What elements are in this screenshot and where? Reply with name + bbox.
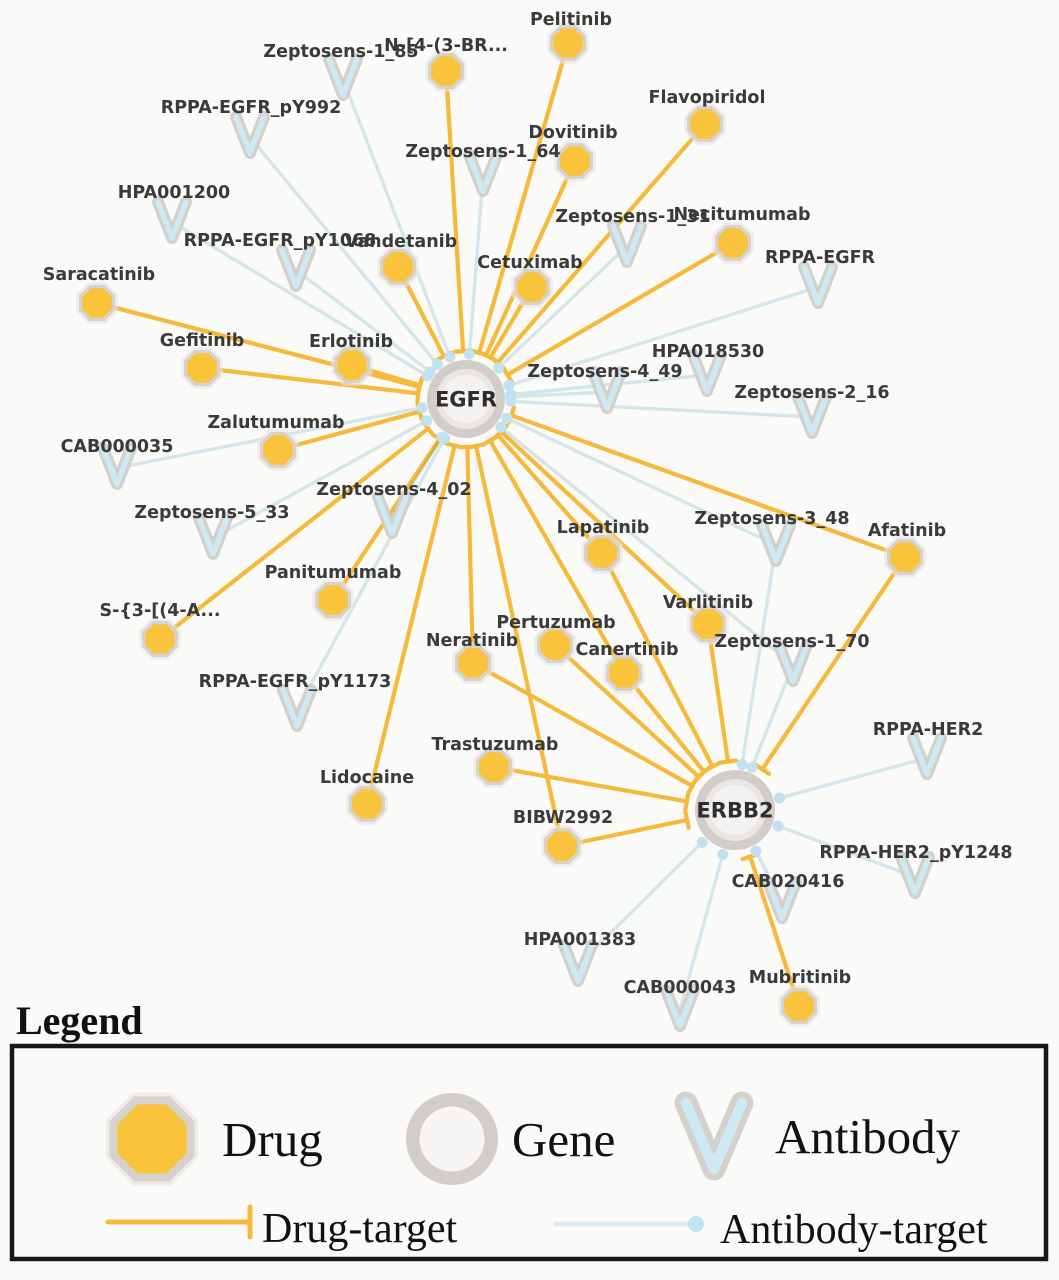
edge-dot-rppa_her2_py1248-erbb2 bbox=[773, 821, 784, 832]
label-afatinib: Afatinib bbox=[867, 521, 947, 541]
label-rppa_egfr_py1068: RPPA-EGFR_pY1068 bbox=[183, 231, 377, 251]
node-lidocaine[interactable] bbox=[346, 783, 388, 825]
label-erlotinib: Erlotinib bbox=[309, 332, 393, 352]
label-cab020416: CAB020416 bbox=[731, 872, 845, 892]
label-s3_4a: S-{3-[(4-A... bbox=[99, 601, 221, 621]
label-hpa018530: HPA018530 bbox=[651, 342, 765, 362]
edge-dot-zeptosens_1_70-egfr bbox=[495, 422, 506, 433]
label-hpa001200: HPA001200 bbox=[117, 183, 231, 203]
label-pelitinib: Pelitinib bbox=[529, 10, 613, 30]
label-zeptosens_4_49: Zeptosens-4_49 bbox=[527, 362, 683, 382]
label-rppa_her2: RPPA-HER2 bbox=[872, 720, 984, 740]
label-trastuzumab: Trastuzumab bbox=[431, 735, 559, 755]
label-zeptosens_2_16: Zeptosens-2_16 bbox=[734, 383, 890, 403]
node-s3_4a[interactable] bbox=[139, 618, 181, 660]
node-lapatinib[interactable] bbox=[581, 532, 623, 574]
label-zeptosens_1_31: Zeptosens-1_31 bbox=[555, 207, 711, 227]
node-saracatinib[interactable] bbox=[76, 282, 118, 324]
edge-dot-zeptosens_3_48-erbb2 bbox=[737, 759, 748, 770]
edge-tee-trastuzumab-erbb2 bbox=[685, 794, 688, 810]
edge-dot-zeptosens_1_31-egfr bbox=[493, 363, 504, 374]
label-cab000043: CAB000043 bbox=[623, 978, 737, 998]
label-varlitinib: Varlitinib bbox=[662, 593, 754, 613]
label-zeptosens_1_70: Zeptosens-1_70 bbox=[714, 632, 870, 652]
label-egfr: EGFR bbox=[434, 387, 498, 412]
label-gefitinib: Gefitinib bbox=[159, 331, 245, 351]
label-lapatinib: Lapatinib bbox=[556, 518, 650, 538]
label-mubritinib: Mubritinib bbox=[748, 968, 852, 988]
edge-dot-zeptosens_2_16-egfr bbox=[505, 396, 516, 407]
edge-dot-hpa001383-erbb2 bbox=[697, 837, 708, 848]
edge-dot-rppa_egfr_py1173-egfr bbox=[439, 433, 450, 444]
label-bibw2992: BIBW2992 bbox=[512, 808, 614, 828]
label-zeptosens_4_02: Zeptosens-4_02 bbox=[316, 480, 472, 500]
node-afatinib[interactable] bbox=[884, 536, 926, 578]
legend-title: Legend bbox=[16, 998, 143, 1043]
label-rppa_egfr: RPPA-EGFR bbox=[764, 248, 876, 268]
node-bibw2992[interactable] bbox=[541, 825, 583, 867]
label-zeptosens_3_48: Zeptosens-3_48 bbox=[694, 509, 850, 529]
label-hpa001383: HPA001383 bbox=[523, 930, 637, 950]
edge-dot-rppa_egfr_py1068-egfr bbox=[425, 366, 436, 377]
edge-dot-zeptosens_3_48-egfr bbox=[501, 413, 512, 424]
label-n4_3br: N-[4-(3-BR... bbox=[384, 36, 508, 56]
node-flavopiridol[interactable] bbox=[684, 103, 726, 145]
label-canertinib: Canertinib bbox=[575, 640, 679, 660]
label-vandetanib: Vandetanib bbox=[344, 232, 458, 252]
edge-dot-rppa_egfr-egfr bbox=[503, 380, 514, 391]
legend-drug-label: Drug bbox=[222, 1112, 323, 1167]
label-rppa_her2_py1248: RPPA-HER2_pY1248 bbox=[819, 843, 1013, 863]
node-gefitinib[interactable] bbox=[181, 347, 223, 389]
legend-gene-label: Gene bbox=[512, 1112, 616, 1167]
label-lidocaine: Lidocaine bbox=[319, 768, 415, 788]
label-cab000035: CAB000035 bbox=[60, 437, 174, 457]
edge-dot-zeptosens_5_33-egfr bbox=[421, 415, 432, 426]
edge-dot-cab020416-erbb2 bbox=[750, 846, 761, 857]
label-zalutumumab: Zalutumumab bbox=[207, 413, 345, 433]
edge-dot-zeptosens_1_85-egfr bbox=[444, 352, 455, 363]
node-mubritinib[interactable] bbox=[778, 985, 820, 1027]
edge-dot-cab000043-erbb2 bbox=[717, 849, 728, 860]
node-n4_3br[interactable] bbox=[425, 50, 467, 92]
label-neratinib: Neratinib bbox=[425, 631, 519, 651]
edge-dot-zeptosens_1_70-erbb2 bbox=[747, 762, 758, 773]
node-zalutumumab[interactable] bbox=[257, 429, 299, 471]
edge-dot-zeptosens_1_64-egfr bbox=[464, 349, 475, 360]
label-zeptosens_1_64: Zeptosens-1_64 bbox=[405, 142, 561, 162]
edge-tee-varlitinib-erbb2 bbox=[720, 760, 736, 762]
label-cetuximab: Cetuximab bbox=[477, 253, 583, 273]
edge-dot-rppa_her2-erbb2 bbox=[774, 793, 785, 804]
legend-drug-edge-label: Drug-target bbox=[262, 1206, 458, 1252]
label-zeptosens_1_85: Zeptosens-1_85 bbox=[263, 42, 419, 62]
drug-legend-icon bbox=[106, 1093, 198, 1185]
node-necitumumab[interactable] bbox=[712, 222, 754, 264]
label-pertuzumab: Pertuzumab bbox=[496, 613, 616, 633]
legend-antibody-label: Antibody bbox=[775, 1109, 961, 1164]
label-panitumumab: Panitumumab bbox=[264, 563, 402, 583]
label-necitumumab: Necitumumab bbox=[673, 205, 811, 225]
label-erbb2: ERBB2 bbox=[696, 798, 774, 823]
edge-dot-cab000035-egfr bbox=[416, 402, 427, 413]
label-saracatinib: Saracatinib bbox=[42, 265, 156, 285]
node-panitumumab[interactable] bbox=[312, 579, 354, 621]
label-rppa_egfr_py992: RPPA-EGFR_pY992 bbox=[160, 98, 342, 118]
label-rppa_egfr_py1173: RPPA-EGFR_pY1173 bbox=[198, 672, 392, 692]
label-dovitinib: Dovitinib bbox=[528, 123, 618, 143]
label-flavopiridol: Flavopiridol bbox=[648, 88, 766, 108]
legend-antibody-edge-label: Antibody-target bbox=[720, 1207, 988, 1253]
gene-legend-icon bbox=[406, 1093, 498, 1185]
node-vandetanib[interactable] bbox=[377, 246, 419, 288]
label-zeptosens_5_33: Zeptosens-5_33 bbox=[134, 503, 290, 523]
